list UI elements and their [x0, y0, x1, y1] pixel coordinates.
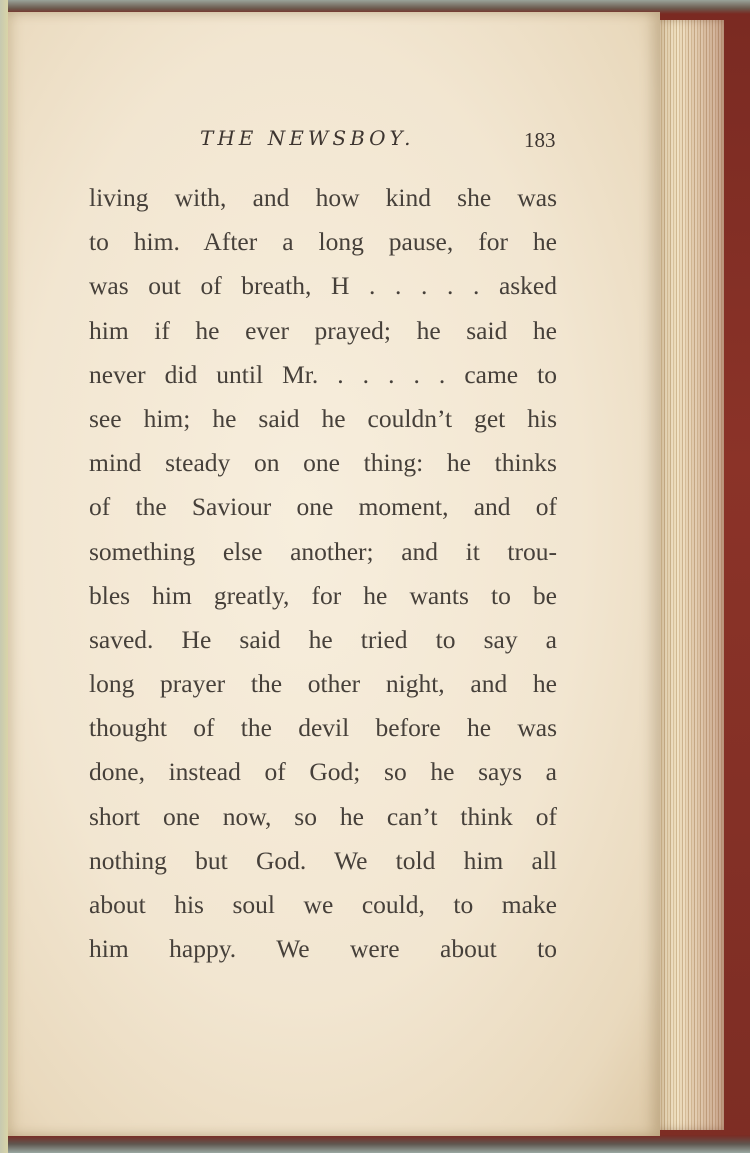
text-line: living with, and how kind she was — [89, 183, 557, 212]
text-line: him happy. We were about to — [89, 934, 557, 964]
text-line: see him; he said he couldn’t get his — [89, 403, 557, 433]
running-head-title: THE NEWSBOY. — [200, 126, 415, 150]
text-line: him if he ever prayed; he said he — [89, 315, 557, 345]
text-line: done, instead of God; so he says a — [89, 757, 557, 787]
text-line: never did until Mr. . . . . . came to — [89, 359, 557, 389]
text-line: something else another; and it trou- — [89, 536, 557, 566]
text-line: short one now, so he can’t think of — [89, 801, 557, 831]
text-line: mind steady on one thing: he thinks — [89, 448, 557, 478]
text-line: long prayer the other night, and he — [89, 669, 557, 699]
page-number: 183 — [524, 128, 556, 152]
text-line: of the Saviour one moment, and of — [89, 492, 557, 522]
text-line: to him. After a long pause, for he — [89, 227, 557, 257]
text-line: about his soul we could, to make — [89, 890, 557, 919]
text-line: saved. He said he tried to say a — [89, 624, 557, 654]
scan-background-left — [0, 0, 8, 1153]
text-line: was out of breath, H . . . . . asked — [89, 271, 557, 301]
text-line: bles him greatly, for he wants to be — [89, 580, 557, 610]
text-line: thought of the devil before he was — [89, 713, 557, 743]
page-edges-shade — [656, 20, 724, 1130]
scan-background-bottom — [0, 1135, 750, 1153]
text-line: nothing but God. We told him all — [89, 845, 557, 875]
body-text — [89, 176, 557, 971]
